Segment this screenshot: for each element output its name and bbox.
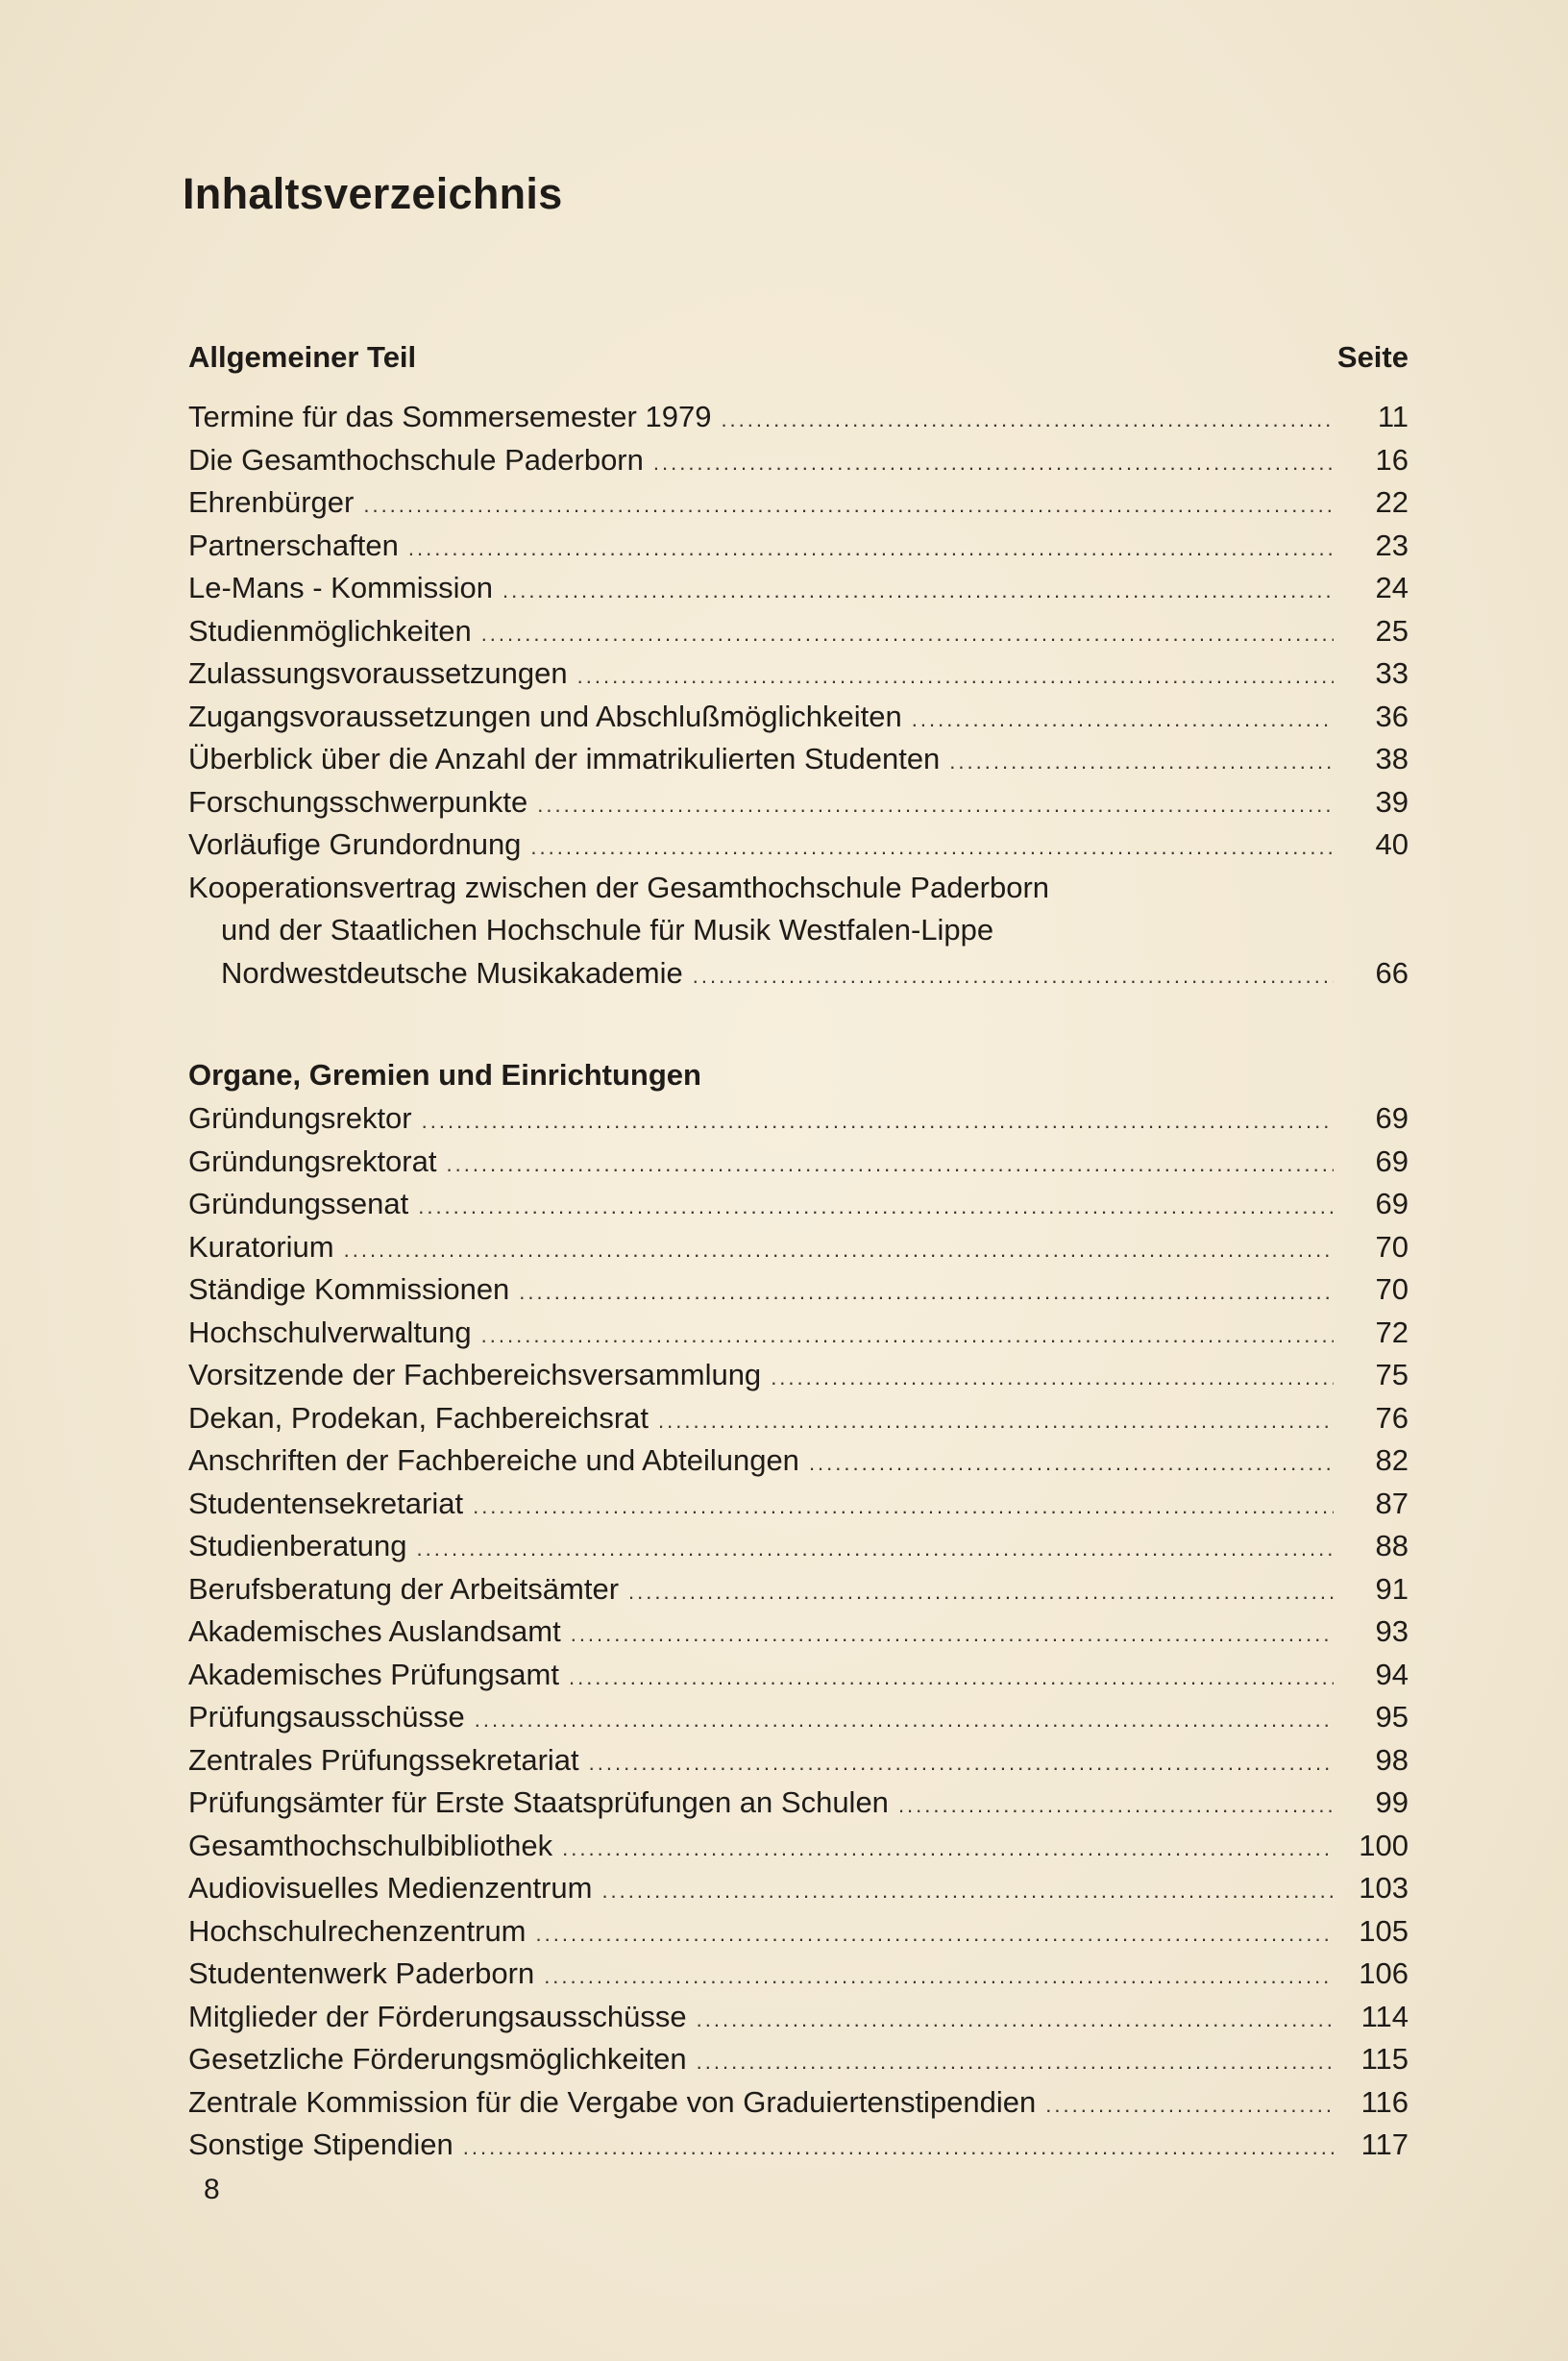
toc-entry-label: Ständige Kommissionen	[188, 1272, 510, 1306]
toc-entry-label: Forschungsschwerpunkte	[188, 784, 528, 819]
toc-entry	[188, 1439, 1409, 1483]
toc-entry	[188, 1312, 1409, 1355]
toc-entry	[188, 481, 1409, 525]
toc-entry-label: Überblick über die Anzahl der immatrikulierten Studenten	[188, 742, 941, 775]
toc-entry-page: 100	[1359, 1828, 1409, 1862]
toc-entry	[188, 824, 1409, 867]
toc-entry-label: Vorsitzende der Fachbereichsversammlung	[188, 1358, 762, 1391]
dot-leader	[536, 1913, 1334, 1956]
toc-entry	[188, 781, 1409, 824]
toc-entry-page: 103	[1359, 1871, 1409, 1905]
toc-entry-page: 40	[1375, 827, 1409, 861]
dot-leader	[544, 1955, 1334, 1999]
toc-entry-page: 11	[1377, 400, 1409, 433]
dot-leader	[418, 1186, 1334, 1229]
dot-leader	[898, 1784, 1334, 1828]
toc-entry-label: Studentensekretariat	[188, 1486, 464, 1520]
toc-entry	[188, 1654, 1409, 1697]
toc-entry-page: 24	[1375, 571, 1409, 604]
toc-entry-label: Studienmöglichkeiten	[188, 613, 472, 648]
toc-entry-label: Akademisches Auslandsamt	[188, 1614, 561, 1648]
dot-leader	[653, 442, 1334, 485]
dot-leader	[601, 1870, 1334, 1913]
toc-entry-label: Termine für das Sommersemester 1979	[188, 400, 712, 433]
toc-entry	[188, 2038, 1409, 2081]
page-column-header: Seite	[1336, 340, 1409, 374]
toc-entry-label: Studienberatung	[188, 1529, 407, 1562]
dot-leader	[417, 1528, 1334, 1571]
toc-entry-page: 95	[1375, 1700, 1409, 1734]
dot-leader	[502, 570, 1334, 613]
dot-leader	[577, 655, 1334, 699]
toc-entry-page: 25	[1375, 613, 1409, 648]
section-header-row	[188, 340, 1409, 375]
toc-entry-label: Anschriften der Fachbereiche und Abteilungen	[188, 1443, 799, 1477]
toc-entry	[188, 1568, 1409, 1611]
toc-entry-label: Gründungsrektor	[188, 1101, 412, 1135]
toc-entry-label: Prüfungsämter für Erste Staatsprüfungen an Schulen	[188, 1785, 889, 1819]
toc-entry-page: 72	[1375, 1315, 1409, 1349]
toc-entry-page: 82	[1375, 1443, 1409, 1477]
toc-entry	[188, 396, 1409, 439]
toc-entry-page: 36	[1375, 699, 1409, 733]
toc-entry-label: Akademisches Prüfungsamt	[188, 1657, 559, 1691]
toc-entry	[188, 1739, 1409, 1783]
page-number: 8	[204, 2174, 220, 2205]
toc-entry-label: Kuratorium	[188, 1229, 334, 1264]
dot-leader	[475, 1699, 1334, 1742]
toc-entry-page: 75	[1375, 1358, 1409, 1391]
toc-entry-label: Berufsberatung der Arbeitsämter	[188, 1571, 620, 1606]
toc-entry	[188, 1525, 1409, 1568]
toc-entry-page: 117	[1360, 2127, 1409, 2161]
dot-leader	[569, 1657, 1334, 1700]
dot-leader	[562, 1828, 1334, 1871]
toc-entry-label: Zulassungsvoraussetzungen	[188, 656, 568, 690]
toc-entry-page: 115	[1360, 2042, 1409, 2076]
toc-entry-label: Prüfungsausschüsse	[188, 1700, 465, 1734]
toc-entry	[188, 1611, 1409, 1654]
dot-leader	[422, 1100, 1334, 1144]
toc-entry-label: Gesamthochschulbibliothek	[188, 1828, 553, 1862]
toc-entry-label: Zentrale Kommission für die Vergabe von Graduiertenstipendien	[188, 2084, 1037, 2119]
dot-leader	[344, 1229, 1334, 1272]
dot-leader	[628, 1571, 1334, 1614]
toc-entry	[188, 1483, 1409, 1526]
dot-leader	[697, 2041, 1334, 2084]
toc-entry-page: 16	[1375, 442, 1409, 477]
toc-entry-page: 94	[1375, 1657, 1409, 1691]
toc-entry	[188, 1226, 1409, 1269]
section-heading-organs: Organe, Gremien und Einrichtungen	[188, 1058, 701, 1092]
dot-leader	[481, 613, 1334, 656]
toc-entry-page: 99	[1375, 1785, 1409, 1819]
dot-leader	[809, 1442, 1334, 1486]
toc-entry	[188, 1782, 1409, 1825]
toc-entry	[188, 738, 1409, 781]
toc-entry-label: Hochschulrechenzentrum	[188, 1913, 527, 1948]
toc-entry	[188, 439, 1409, 482]
toc-entry-label: Vorläufige Grundordnung	[188, 827, 522, 861]
toc-entry-label: Gründungssenat	[188, 1187, 409, 1220]
toc-entry-page: 87	[1375, 1486, 1409, 1520]
toc-entry	[188, 1996, 1409, 2039]
toc-entry-page: 23	[1375, 528, 1409, 562]
toc-entry-cooperation-line1	[188, 867, 1409, 910]
toc-entry	[188, 652, 1409, 696]
toc-entry-label: Die Gesamthochschule Paderborn	[188, 442, 644, 477]
toc-entry-page: 114	[1360, 1999, 1409, 2033]
toc-entry-label: Le-Mans - Kommission	[188, 571, 493, 604]
dot-leader	[771, 1357, 1334, 1400]
toc-entry-label: Studentenwerk Paderborn	[188, 1956, 535, 1990]
toc-entry-page: 88	[1375, 1529, 1409, 1562]
dot-leader	[446, 1144, 1334, 1187]
dot-leader	[571, 1613, 1334, 1657]
toc-entry	[188, 1354, 1409, 1397]
section-heading-general: Allgemeiner Teil	[188, 340, 417, 374]
toc-entry-page: 76	[1375, 1400, 1409, 1435]
dot-leader	[693, 955, 1334, 998]
toc-entry-cooperation-line3	[188, 952, 1409, 996]
toc-entry-label: Nordwestdeutsche Musikakademie	[221, 955, 683, 990]
dot-leader	[530, 826, 1334, 870]
toc-entry-label: Ehrenbürger	[188, 485, 355, 519]
toc-entry	[188, 1097, 1409, 1141]
toc-entry	[188, 1910, 1409, 1954]
toc-entry-page: 98	[1375, 1742, 1409, 1777]
toc-entry-page: 39	[1375, 784, 1409, 819]
toc-entry-label: Zentrales Prüfungssekretariat	[188, 1742, 579, 1777]
dot-leader	[537, 784, 1334, 827]
toc-entry-page: 69	[1375, 1101, 1409, 1135]
toc-entry-page: 93	[1375, 1614, 1409, 1648]
dot-leader	[949, 741, 1334, 784]
dot-leader	[912, 699, 1334, 742]
toc-entry	[188, 610, 1409, 653]
toc-entry-page: 69	[1375, 1187, 1409, 1220]
dot-leader	[1045, 2084, 1334, 2127]
toc-entry-page: 116	[1360, 2084, 1409, 2119]
toc-entry-cooperation-line2	[188, 909, 1409, 952]
toc-general-list	[188, 396, 1409, 995]
toc-entry	[188, 1696, 1409, 1739]
toc-entry	[188, 567, 1409, 610]
toc-entry-page: 69	[1375, 1144, 1409, 1178]
page-title: Inhaltsverzeichnis	[183, 169, 563, 218]
toc-entry	[188, 1825, 1409, 1868]
dot-leader	[363, 484, 1334, 528]
dot-leader	[408, 528, 1334, 571]
toc-organs-list	[188, 1053, 1409, 2167]
toc-entry-page: 38	[1375, 742, 1409, 775]
toc-entry	[188, 525, 1409, 568]
toc-entry-page: 106	[1359, 1956, 1409, 1990]
toc-entry	[188, 1183, 1409, 1226]
toc-entry-label: Audiovisuelles Medienzentrum	[188, 1871, 593, 1905]
toc-entry-label: Dekan, Prodekan, Fachbereichsrat	[188, 1400, 649, 1435]
toc-entry	[188, 1953, 1409, 1996]
dot-leader	[697, 1999, 1334, 2042]
toc-entry	[188, 1268, 1409, 1312]
toc-entry-label: Hochschulverwaltung	[188, 1315, 472, 1349]
toc-entry-page: 22	[1375, 485, 1409, 519]
toc-entry-label: Zugangsvoraussetzungen und Abschlußmöglichkeiten	[188, 699, 902, 733]
toc-entry-page: 33	[1375, 656, 1409, 690]
toc-entry	[188, 2081, 1409, 2125]
toc-entry-label: Sonstige Stipendien	[188, 2127, 453, 2161]
toc-entry	[188, 1141, 1409, 1184]
dot-leader	[481, 1315, 1334, 1358]
toc-entry-label: Partnerschaften	[188, 528, 399, 562]
dot-leader	[721, 399, 1334, 442]
dot-leader	[658, 1400, 1334, 1443]
toc-entry-label: Gründungsrektorat	[188, 1144, 437, 1178]
toc-entry	[188, 696, 1409, 739]
toc-entry	[188, 1397, 1409, 1440]
toc-entry-page: 91	[1375, 1571, 1409, 1606]
toc-entry-page: 105	[1359, 1913, 1409, 1948]
dot-leader	[519, 1271, 1334, 1315]
dot-leader	[589, 1742, 1334, 1785]
toc-entry-label: Kooperationsvertrag zwischen der Gesamthochschule Paderborn	[188, 870, 1050, 904]
toc-entry-label: und der Staatlichen Hochschule für Musik Westfalen-Lippe	[221, 913, 994, 947]
toc-entry-page: 66	[1375, 955, 1409, 990]
toc-entry-page: 70	[1375, 1229, 1409, 1264]
toc-entry-page: 70	[1375, 1272, 1409, 1306]
dot-leader	[473, 1486, 1334, 1529]
dot-leader	[463, 2127, 1334, 2170]
toc-entry-label: Mitglieder der Förderungsausschüsse	[188, 1999, 687, 2033]
toc-entry	[188, 2124, 1409, 2167]
toc-entry	[188, 1867, 1409, 1910]
toc-entry-label: Gesetzliche Förderungsmöglichkeiten	[188, 2042, 687, 2076]
